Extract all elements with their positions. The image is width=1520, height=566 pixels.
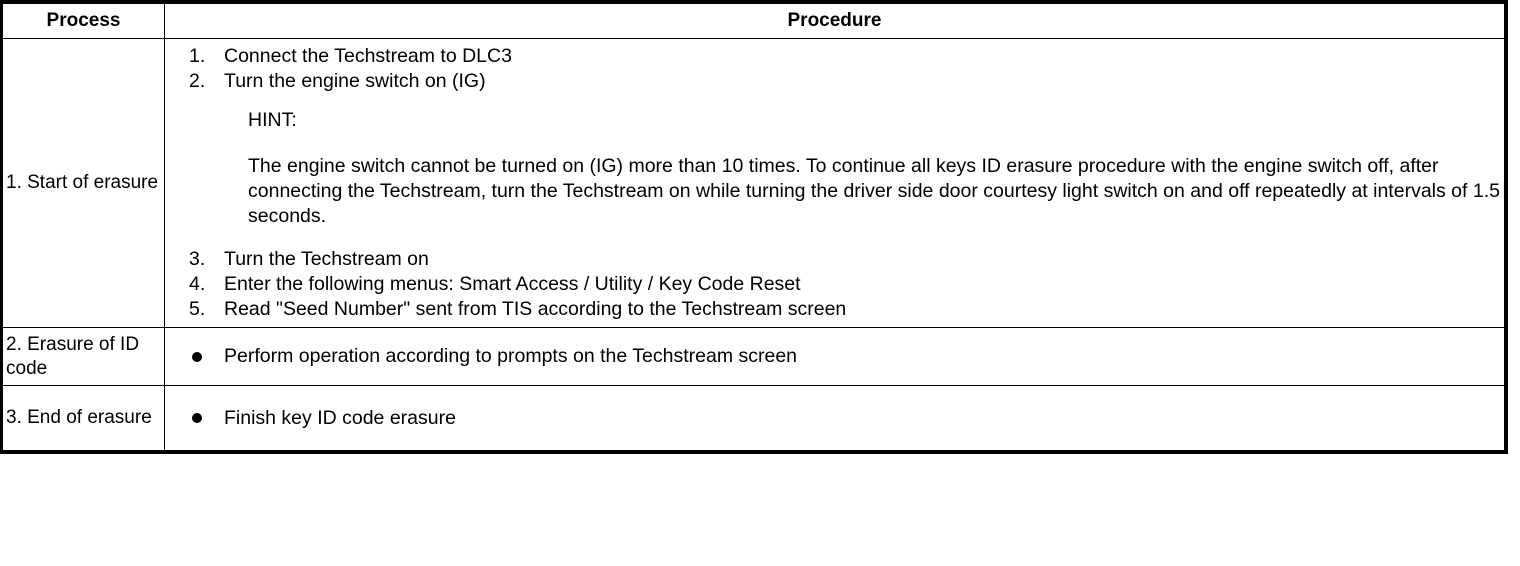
bullet-icon xyxy=(192,352,202,362)
step-text: Read "Seed Number" sent from TIS according to the Techstream screen xyxy=(224,298,847,320)
bullet-item xyxy=(165,406,1504,431)
step-number: 4. xyxy=(189,273,206,295)
bullet-text: Perform operation according to prompts on the Techstream screen xyxy=(224,345,798,367)
procedure-cell xyxy=(165,39,1507,328)
table-row xyxy=(2,386,1507,453)
step-number: 2. xyxy=(189,70,206,92)
step-text: Turn the engine switch on (IG) xyxy=(224,70,486,92)
process-cell xyxy=(2,39,165,328)
step-number: 5. xyxy=(189,298,206,320)
step-text: Connect the Techstream to DLC3 xyxy=(224,45,512,67)
step-item xyxy=(189,297,1504,322)
bullet-text: Finish key ID code erasure xyxy=(224,406,456,429)
step-item xyxy=(189,44,1504,69)
header-process: Process xyxy=(2,2,165,39)
step-item xyxy=(189,69,1504,94)
step-number: 1. xyxy=(189,45,206,67)
step-text: Enter the following menus: Smart Access / Utility / Key Code Reset xyxy=(224,273,801,295)
step-text: Turn the Techstream on xyxy=(224,248,429,270)
hint-label: HINT: xyxy=(248,109,297,131)
bullet-icon xyxy=(192,413,202,423)
bullet-item xyxy=(165,344,1504,369)
table-row xyxy=(2,39,1507,328)
process-label: 1. Start of erasure xyxy=(6,172,159,193)
step-item xyxy=(189,272,1504,297)
header-row xyxy=(2,2,1507,39)
hint-block xyxy=(248,108,1504,229)
step-number: 3. xyxy=(189,248,206,270)
process-cell xyxy=(2,386,165,453)
procedure-cell xyxy=(165,328,1507,386)
process-label: 3. End of erasure xyxy=(6,407,152,428)
table-row xyxy=(2,328,1507,386)
procedure-cell xyxy=(165,386,1507,453)
step-item xyxy=(189,247,1504,272)
header-procedure: Procedure xyxy=(165,2,1507,39)
hint-text: The engine switch cannot be turned on (IG) more than 10 times. To continue all keys ID erasure procedure with the engine switch off, after connecting the Techstream, turn the Techstream on while turning the driver side door courtesy light switch on and off repeatedly at intervals of 1.5 seconds. xyxy=(248,155,1500,227)
process-cell xyxy=(2,328,165,386)
process-label: 2. Erasure of ID code xyxy=(6,333,140,379)
